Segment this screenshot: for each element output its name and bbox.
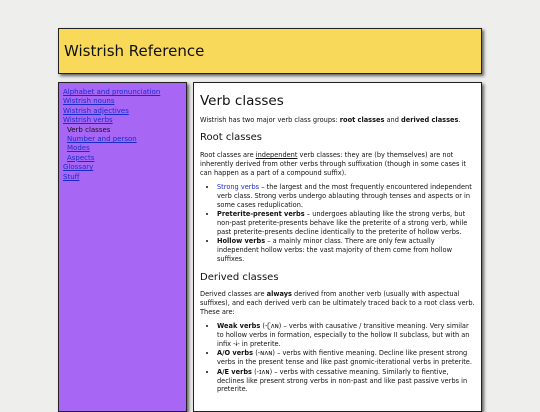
- site-title: Wistrish Reference: [64, 42, 205, 60]
- nav-link-glossary[interactable]: Glossary: [63, 163, 94, 172]
- derived-classes-heading: Derived classes: [200, 271, 279, 283]
- main-content: [193, 82, 482, 412]
- list-item: • Preterite-present verbs – undergoes ablauting like the strong verbs, but non-past preterite-presents behave like the preterite of a strong verb, while past preterite-presents decline identically to the preterite of hollow verbs.: [217, 210, 475, 236]
- nav-current-verb-classes: Verb classes: [67, 125, 111, 134]
- nav-link-alphabet[interactable]: Alphabet and pronunciation: [63, 88, 161, 96]
- root-classes-paragraph: Root classes are independent verb classes: they are (by themselves) are not inherently derived from other verbs through suffixation (though in some cases it can happen as a part of a compound suffix).: [200, 151, 466, 177]
- page-title: Verb classes: [200, 93, 284, 109]
- list-item: • Hollow verbs – a mainly minor class. There are only few actually independent hollow verbs: the vast majority of them come from hollow suffixes.: [217, 237, 475, 263]
- nav-link-stuff[interactable]: Stuff: [63, 172, 80, 181]
- derived-classes-paragraph: Derived classes are always derived from another verb (usually with aspectual suffixes), and each derived verb can be ultimately traced back to a root class verb. These are:: [200, 290, 475, 316]
- site-header: [58, 28, 482, 74]
- nav-link-verbs[interactable]: Wistrish verbs: [63, 116, 113, 125]
- root-classes-heading: Root classes: [200, 132, 263, 144]
- derived-classes-list: [200, 322, 475, 394]
- nav-link-aspects[interactable]: Aspects: [67, 153, 95, 162]
- list-item: • A/E verbs (-ɪʌɴ) – verbs with cessative meaning. Similarly to fientive, declines like present strong verbs in non-past and like past passive verbs in preterite.: [217, 368, 475, 394]
- root-classes-list: [200, 183, 475, 263]
- sidebar-nav: [58, 82, 187, 412]
- nav-link-number-person[interactable]: Number and person: [67, 135, 137, 144]
- nav-link-modes[interactable]: Modes: [67, 144, 90, 153]
- list-item: • A/O verbs (-ɴʌɴ) – verbs with fientive meaning. Decline like present strong verbs in the present tense and like past gnomic-iterational verbs in preterite.: [217, 349, 475, 366]
- nav-link-adjectives[interactable]: Wistrish adjectives: [63, 106, 129, 115]
- nav-link-nouns[interactable]: Wistrish nouns: [63, 97, 115, 106]
- list-item: • Strong verbs – the largest and the most frequently encountered independent verb class. Strong verbs undergo ablauting through tenses and aspects or in some cases reduplication.: [217, 183, 475, 209]
- intro-paragraph: Wistrish has two major verb class groups: root classes and derived classes.: [200, 115, 461, 124]
- strong-verbs-link[interactable]: Strong verbs: [217, 183, 260, 192]
- list-item: • Weak verbs (-ʗʌɴ) – verbs with causative / transitive meaning. Very similar to hollow verbs in formation, especially to the hollow II subclass, but with an infix -ɨ- in preterite.: [217, 322, 475, 348]
